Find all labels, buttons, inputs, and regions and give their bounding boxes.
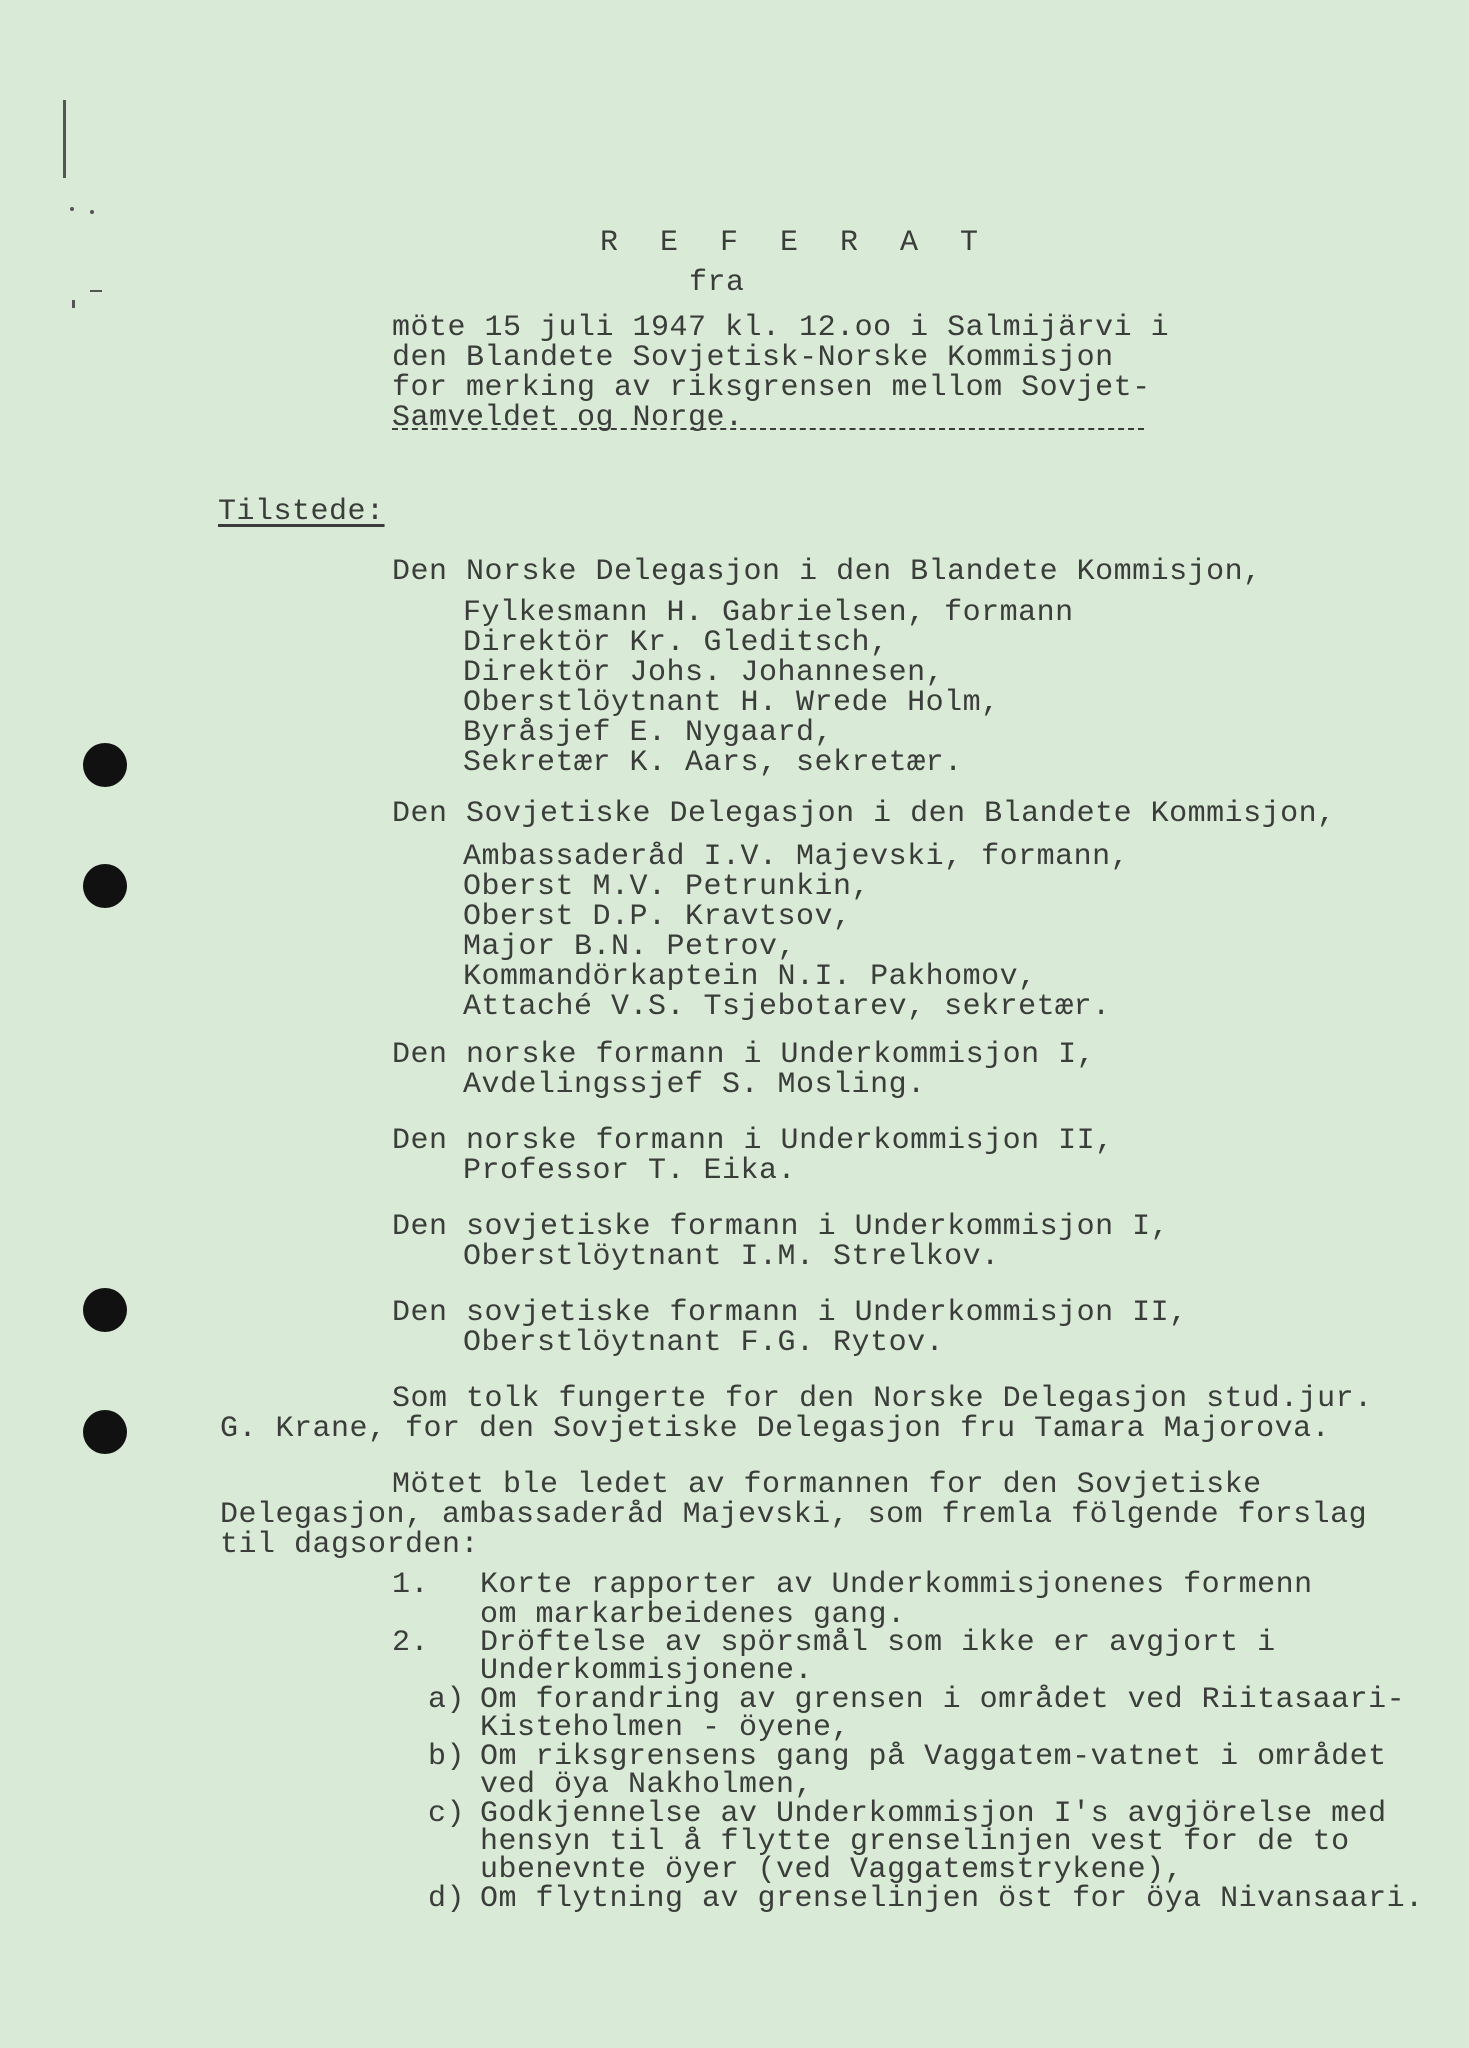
agenda-number: d)	[428, 1882, 466, 1916]
formann-heading: Den sovjetiske formann i Underkommisjon II,	[392, 1296, 1188, 1330]
agenda-line: hensyn til å flytte grenselinjen vest for de to	[480, 1825, 1350, 1859]
agenda-line: Om forandring av grensen i området ved Riitasaari-	[480, 1683, 1406, 1717]
formann-name: Professor T. Eika.	[463, 1154, 797, 1188]
agenda-number: b)	[428, 1740, 466, 1774]
delegate-name: Oberst D.P. Kravtsov,	[463, 900, 852, 934]
delegate-name: Oberst M.V. Petrunkin,	[463, 870, 871, 904]
margin-mark	[90, 290, 102, 292]
formann-heading: Den norske formann i Underkommisjon I,	[392, 1038, 1096, 1072]
subject-line: möte 15 juli 1947 kl. 12.oo i Salmijärvi i	[392, 311, 1170, 345]
delegate-name: Ambassaderåd I.V. Majevski, formann,	[463, 840, 1130, 874]
delegate-name: Sekretær K. Aars, sekretær.	[463, 746, 963, 780]
delegate-name: Attaché V.S. Tsjebotarev, sekretær.	[463, 990, 1111, 1024]
formann-name: Avdelingssjef S. Mosling.	[463, 1068, 926, 1102]
subject-underline	[392, 428, 1144, 430]
agenda-line: ved öya Nakholmen,	[480, 1768, 814, 1802]
formann-name: Oberstlöytnant F.G. Rytov.	[463, 1326, 945, 1360]
punch-hole	[83, 1288, 127, 1332]
agenda-line: Kisteholmen - öyene,	[480, 1711, 851, 1745]
norske-delegasjon-heading: Den Norske Delegasjon i den Blandete Kommisjon,	[392, 555, 1262, 589]
agenda-line: ubenevnte öyer (ved Vaggatemstrykene),	[480, 1853, 1184, 1887]
document-title: R E F E R A T	[600, 226, 991, 260]
punch-hole	[83, 864, 127, 908]
motet-paragraph-line: Delegasjon, ambassaderåd Majevski, som fremla fölgende forslag	[220, 1498, 1368, 1532]
delegate-name: Kommandörkaptein N.I. Pakhomov,	[463, 960, 1037, 994]
agenda-number: 1.	[392, 1568, 430, 1602]
margin-mark	[70, 207, 74, 211]
margin-mark	[72, 300, 75, 308]
tolk-paragraph-line: G. Krane, for den Sovjetiske Delegasjon fru Tamara Majorova.	[220, 1412, 1331, 1446]
agenda-line: Korte rapporter av Underkommisjonenes formenn	[480, 1568, 1313, 1602]
agenda-number: c)	[428, 1797, 466, 1831]
delegate-name: Direktör Johs. Johannesen,	[463, 656, 945, 690]
sovjetiske-delegasjon-heading: Den Sovjetiske Delegasjon i den Blandete Kommisjon,	[392, 797, 1336, 831]
delegate-name: Byråsjef E. Nygaard,	[463, 716, 834, 750]
agenda-line: Underkommisjonene.	[480, 1654, 814, 1688]
formann-heading: Den sovjetiske formann i Underkommisjon I,	[392, 1210, 1170, 1244]
margin-mark	[90, 210, 94, 214]
delegate-name: Major B.N. Petrov,	[463, 930, 797, 964]
tolk-paragraph-line: Som tolk fungerte for den Norske Delegasjon stud.jur.	[392, 1382, 1373, 1416]
delegate-name: Fylkesmann H. Gabrielsen, formann	[463, 596, 1074, 630]
subject-line: Samveldet og Norge.	[392, 401, 744, 435]
agenda-line: om markarbeidenes gang.	[480, 1598, 906, 1632]
delegate-name: Oberstlöytnant H. Wrede Holm,	[463, 686, 1000, 720]
agenda-line: Om flytning av grenselinjen öst for öya Nivansaari.	[480, 1882, 1424, 1916]
tilstede-label: Tilstede:	[218, 495, 385, 529]
title-fra: fra	[689, 266, 745, 300]
punch-hole	[83, 743, 127, 787]
agenda-number: a)	[428, 1683, 466, 1717]
agenda-line: Godkjennelse av Underkommisjon I's avgjörelse med	[480, 1797, 1387, 1831]
punch-hole	[83, 1410, 127, 1454]
delegate-name: Direktör Kr. Gleditsch,	[463, 626, 889, 660]
subject-line: den Blandete Sovjetisk-Norske Kommisjon	[392, 341, 1114, 375]
margin-mark	[63, 100, 66, 178]
motet-paragraph-line: til dagsorden:	[220, 1528, 480, 1562]
formann-name: Oberstlöytnant I.M. Strelkov.	[463, 1240, 1000, 1274]
motet-paragraph-line: Mötet ble ledet av formannen for den Sovjetiske	[392, 1468, 1262, 1502]
formann-heading: Den norske formann i Underkommisjon II,	[392, 1124, 1114, 1158]
agenda-line: Dröftelse av spörsmål som ikke er avgjort i	[480, 1626, 1276, 1660]
subject-line: for merking av riksgrensen mellom Sovjet-	[392, 371, 1151, 405]
agenda-number: 2.	[392, 1626, 430, 1660]
agenda-line: Om riksgrensens gang på Vaggatem-vatnet i området	[480, 1740, 1387, 1774]
